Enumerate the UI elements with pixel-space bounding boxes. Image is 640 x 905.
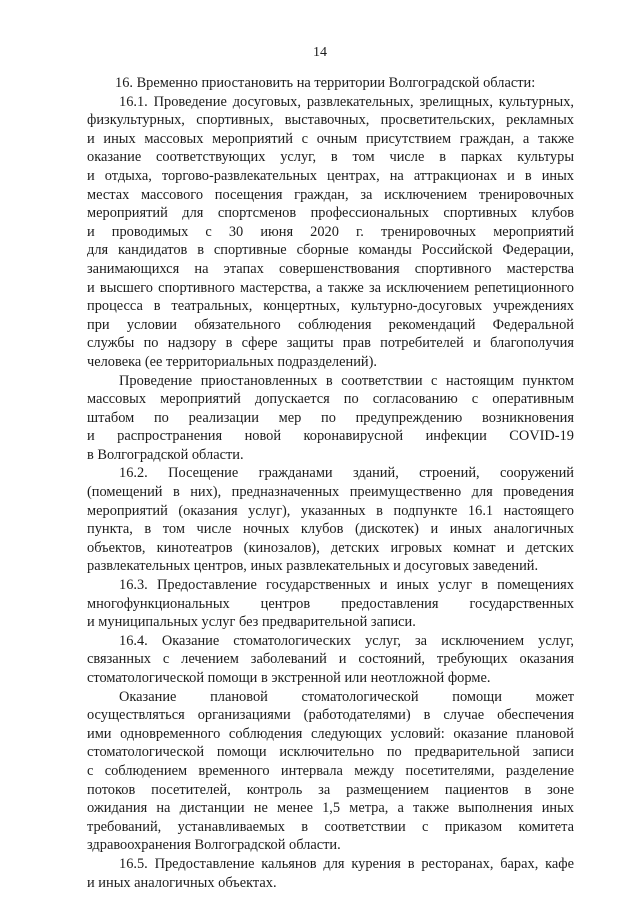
text-line: объектов, кинотеатров (кинозалов), детских игровых комнат и детских bbox=[87, 539, 574, 556]
text-line: Оказание плановой стоматологической помощи может bbox=[119, 688, 574, 705]
text-line: местах массового посещения граждан, за исключением тренировочных bbox=[87, 186, 574, 203]
text-line: развлекательных центров, иных развлекательных и досуговых заведений. bbox=[87, 558, 539, 575]
text-line: и высшего спортивного мастерства, а также за исключением репетиционного bbox=[87, 279, 574, 296]
text-line: и распространения новой коронавирусной инфекции COVID-19 bbox=[87, 428, 574, 445]
text-line: стоматологической помощи в экстренной или неотложной форме. bbox=[87, 670, 491, 686]
text-line: 16.1. Проведение досуговых, развлекательных, зрелищных, культурных, bbox=[119, 93, 574, 110]
text-line: при условии обязательного соблюдения рекомендаций Федеральной bbox=[87, 316, 574, 333]
text-line: осуществляться организациями (работодателями) в случае обеспечения bbox=[87, 707, 574, 724]
text-line: 16.3. Предоставление государственных и иных услуг в помещениях bbox=[119, 577, 574, 594]
text-line: стоматологической помощи исключительно по предварительной записи bbox=[87, 744, 574, 761]
text-line: пункта, в том числе ночных клубов (дискотек) и иных аналогичных bbox=[87, 521, 574, 538]
text-line: для кандидатов в спортивные сборные команды Российской Федерации, bbox=[87, 242, 574, 259]
text-line: мероприятий для спортсменов профессиональных спортивных клубов bbox=[87, 205, 574, 222]
text-line: с соблюдением временного интервала между посетителями, разделение bbox=[87, 762, 574, 779]
text-line: штабом по реализации мер по предупреждению возникновения bbox=[87, 409, 574, 426]
text-line: многофункциональных центров предоставления государственных bbox=[87, 595, 574, 612]
text-line: физкультурных, спортивных, выставочных, просветительских, рекламных bbox=[87, 112, 574, 129]
text-line: здравоохранения Волгоградской области. bbox=[87, 837, 341, 854]
text-line: (помещений в них), предназначенных преимущественно для проведения bbox=[87, 484, 574, 501]
text-line: 16.4. Оказание стоматологических услуг, за исключением услуг, bbox=[119, 632, 574, 649]
text-line: и проводимых с 30 июня 2020 г. тренировочных мероприятий bbox=[87, 223, 574, 240]
document-body bbox=[87, 74, 574, 892]
text-line: в Волгоградской области. bbox=[87, 446, 244, 463]
text-line: Проведение приостановленных в соответствии с настоящим пунктом bbox=[119, 372, 574, 389]
text-line: 16.5. Предоставление кальянов для курения в ресторанах, барах, кафе bbox=[119, 855, 574, 872]
text-line: требований, устанавливаемых в соответствии с приказом комитета bbox=[87, 818, 574, 835]
text-line: потоков посетителей, контроль за размещением пациентов в зоне bbox=[87, 781, 574, 798]
text-line: мероприятий (оказания услуг), указанных в подпункте 16.1 настоящего bbox=[87, 502, 574, 519]
page-number: 14 bbox=[313, 45, 327, 60]
text-line: ими одновременного соблюдения следующих условий: оказание плановой bbox=[87, 725, 574, 742]
text-line: оказание соответствующих услуг, в том числе в парках культуры bbox=[87, 149, 574, 166]
text-line: процесса в театральных, концертных, культурно-досуговых учреждениях bbox=[87, 298, 574, 315]
text-line: ожидания на дистанции не менее 1,5 метра, а также выполнения иных bbox=[87, 800, 574, 817]
text-line: службы по надзору в сфере защиты прав потребителей и благополучия bbox=[87, 335, 574, 352]
text-line: связанных с лечением заболеваний и состояний, требующих оказания bbox=[87, 651, 574, 668]
text-line: и иных массовых мероприятий с очным присутствием граждан, а также bbox=[87, 130, 574, 147]
text-line: человека (ее территориальных подразделений). bbox=[87, 353, 377, 370]
text-line: 16. Временно приостановить на территории Волгоградской области: bbox=[115, 75, 536, 91]
text-line: и отдыха, торгово-развлекательных центрах, на аттракционах и в иных bbox=[87, 167, 574, 184]
text-line: и муниципальных услуг без предварительной записи. bbox=[87, 614, 416, 631]
text-line: 16.2. Посещение гражданами зданий, строений, сооружений bbox=[119, 465, 574, 482]
text-line: массовых мероприятий допускается по согласованию с оперативным bbox=[87, 391, 574, 408]
text-line: занимающихся на этапах совершенствования спортивного мастерства bbox=[87, 260, 574, 277]
text-line: и иных аналогичных объектах. bbox=[87, 874, 277, 891]
